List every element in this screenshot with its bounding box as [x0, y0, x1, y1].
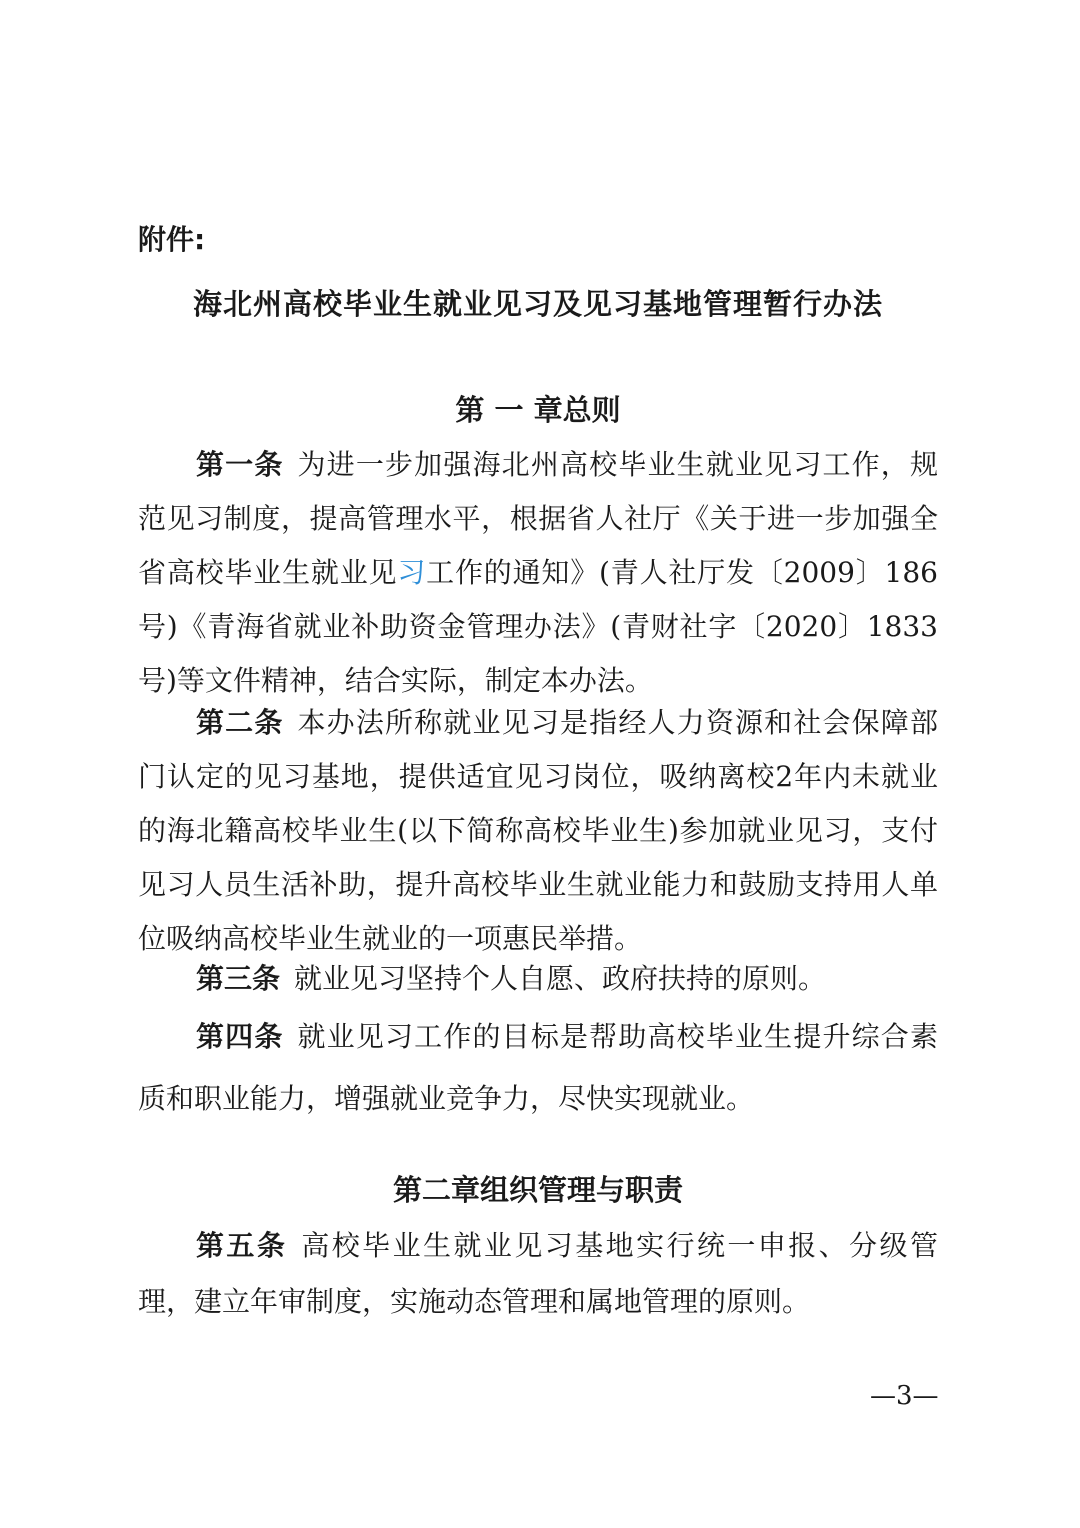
article-2 [138, 696, 938, 966]
chapter-2-heading: 第二章组织管理与职责 [392, 1173, 683, 1207]
attachment-label: 附件: [138, 223, 206, 256]
article-1-highlighted-char: 习 [397, 556, 427, 589]
page-number: —3— [870, 1381, 939, 1411]
article-1-text-part2: 工作的通知》(青人社厅发〔2009〕186号)《青海省就业补助资金管理办法》(青财社字〔2020〕1833号)等文件精神，结合实际，制定本办法。 [138, 556, 938, 697]
article-3 [138, 952, 938, 1006]
article-5-text: 高校毕业生就业见习基地实行统一申报、分级管理，建立年审制度，实施动态管理和属地管理的原则。 [138, 1229, 938, 1318]
article-1-label: 第一条 [196, 448, 284, 481]
article-3-label: 第三条 [196, 962, 281, 995]
article-1 [138, 438, 938, 708]
chapter-1-heading: 第 一 章总则 [455, 393, 621, 427]
article-5-label: 第五条 [196, 1229, 288, 1262]
article-3-text: 就业见习坚持个人自愿、政府扶持的原则。 [294, 962, 827, 995]
article-4-label: 第四条 [196, 1020, 284, 1053]
article-1-text-part1: 为进一步加强海北州高校毕业生就业见习工作，规范见习制度，提高管理水平，根据省人社厅《关于进一步加强全省高校毕业生就业见 [138, 448, 938, 589]
document-title: 海北州高校毕业生就业见习及见习基地管理暂行办法 [192, 287, 883, 321]
article-5 [138, 1218, 938, 1330]
article-4 [138, 1006, 938, 1130]
article-4-text: 就业见习工作的目标是帮助高校毕业生提升综合素质和职业能力，增强就业竞争力，尽快实现就业。 [138, 1020, 938, 1115]
article-2-label: 第二条 [196, 706, 284, 739]
article-2-text: 本办法所称就业见习是指经人力资源和社会保障部门认定的见习基地，提供适宜见习岗位，吸纳离校2年内未就业的海北籍高校毕业生(以下简称高校毕业生)参加就业见习，支付见习人员生活补助，提升高校毕业生就业能力和鼓励支持用人单位吸纳高校毕业生就业的一项惠民举措。 [138, 706, 938, 955]
